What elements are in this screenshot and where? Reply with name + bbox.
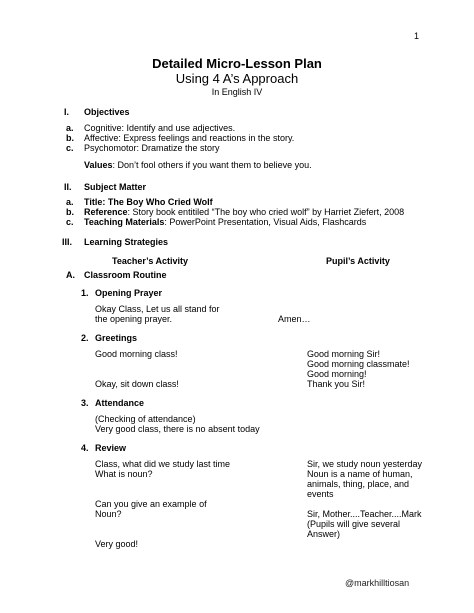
pupil-line: Thank you Sir! — [307, 379, 366, 389]
subject-item-text: : The Boy Who Cried Wolf — [102, 197, 213, 207]
subject-letter: b. — [66, 207, 74, 217]
pupil-line: Good morning Sir! — [307, 349, 381, 359]
subject-item-text: : PowerPoint Presentation, Visual Aids, Flashcards — [164, 217, 367, 227]
pupil-line: animals, thing, place, and — [307, 479, 410, 489]
subject-item-label: Title — [84, 197, 103, 207]
objective-item: Psychomotor: Dramatize the story — [84, 143, 220, 153]
teacher-line: Noun? — [95, 509, 122, 519]
document-subtitle: Using 4 A’s Approach — [175, 71, 299, 86]
subject-item-materials — [84, 217, 366, 228]
teacher-line: Good morning class! — [95, 349, 178, 359]
section-objectives-num: I. — [64, 107, 70, 117]
pupil-column-header: Pupil’s Activity — [326, 256, 390, 266]
objective-item: Affective: Express feelings and reactions in the story. — [84, 133, 295, 143]
subsection-num: 2. — [81, 333, 89, 343]
course-label: In English IV — [211, 87, 263, 97]
part-title: Classroom Routine — [84, 270, 167, 280]
values-label: Values — [84, 160, 113, 170]
subsection-title: Greetings — [95, 333, 138, 343]
teacher-line: Very good class, there is no absent today — [95, 424, 260, 434]
pupil-line: Good morning classmate! — [307, 359, 410, 369]
subject-item-label: Reference — [84, 207, 128, 217]
values-text: : Don’t fool others if you want them to believe you. — [112, 160, 312, 170]
pupil-line: Answer) — [307, 529, 341, 539]
subsection-num: 3. — [81, 398, 89, 408]
teacher-line: Class, what did we study last time — [95, 459, 231, 469]
teacher-line: (Checking of attendance) — [95, 414, 196, 424]
pupil-line: Sir, Mother....Teacher....Mark — [307, 509, 422, 519]
subsection-num: 4. — [81, 443, 89, 453]
section-strategies-num: III. — [62, 237, 73, 247]
teacher-line: Can you give an example of — [95, 499, 207, 509]
objective-item: Cognitive: Identify and use adjectives. — [84, 123, 236, 133]
subsection-title: Review — [95, 443, 127, 453]
watermark: @markhilltiosan — [345, 578, 410, 588]
pupil-line: Amen… — [278, 314, 311, 324]
section-subject-num: II. — [64, 182, 72, 192]
teacher-line: What is noun? — [95, 469, 153, 479]
pupil-line: (Pupils will give several — [307, 519, 401, 529]
subject-item-text: : Story book entitiled “The boy who cried wolf” by Harriet Ziefert, 2008 — [127, 207, 405, 217]
teacher-line: the opening prayer. — [95, 314, 173, 324]
pupil-line: events — [307, 489, 334, 499]
subsection-title: Attendance — [95, 398, 145, 408]
subject-item-label: Teaching Materials — [84, 217, 165, 227]
pupil-line: Sir, we study noun yesterday — [307, 459, 423, 469]
objective-letter: a. — [66, 123, 74, 133]
teacher-line: Okay Class, Let us all stand for — [95, 304, 220, 314]
teacher-column-header: Teacher’s Activity — [112, 256, 189, 266]
objective-letter: b. — [66, 133, 74, 143]
pupil-line: Noun is a name of human, — [307, 469, 413, 479]
values-line — [84, 160, 312, 171]
section-objectives-heading: Objectives — [84, 107, 130, 117]
document-title: Detailed Micro-Lesson Plan — [152, 56, 322, 71]
section-strategies-heading: Learning Strategies — [84, 237, 169, 247]
subject-letter: a. — [66, 197, 74, 207]
teacher-line: Okay, sit down class! — [95, 379, 179, 389]
page-number: 1 — [414, 31, 420, 41]
part-letter: A. — [66, 270, 75, 280]
teacher-line: Very good! — [95, 539, 139, 549]
subsection-num: 1. — [81, 288, 89, 298]
objective-letter: c. — [66, 143, 74, 153]
section-subject-heading: Subject Matter — [84, 182, 147, 192]
subject-letter: c. — [66, 217, 74, 227]
subsection-title: Opening Prayer — [95, 288, 163, 298]
pupil-line: Good morning! — [307, 369, 367, 379]
